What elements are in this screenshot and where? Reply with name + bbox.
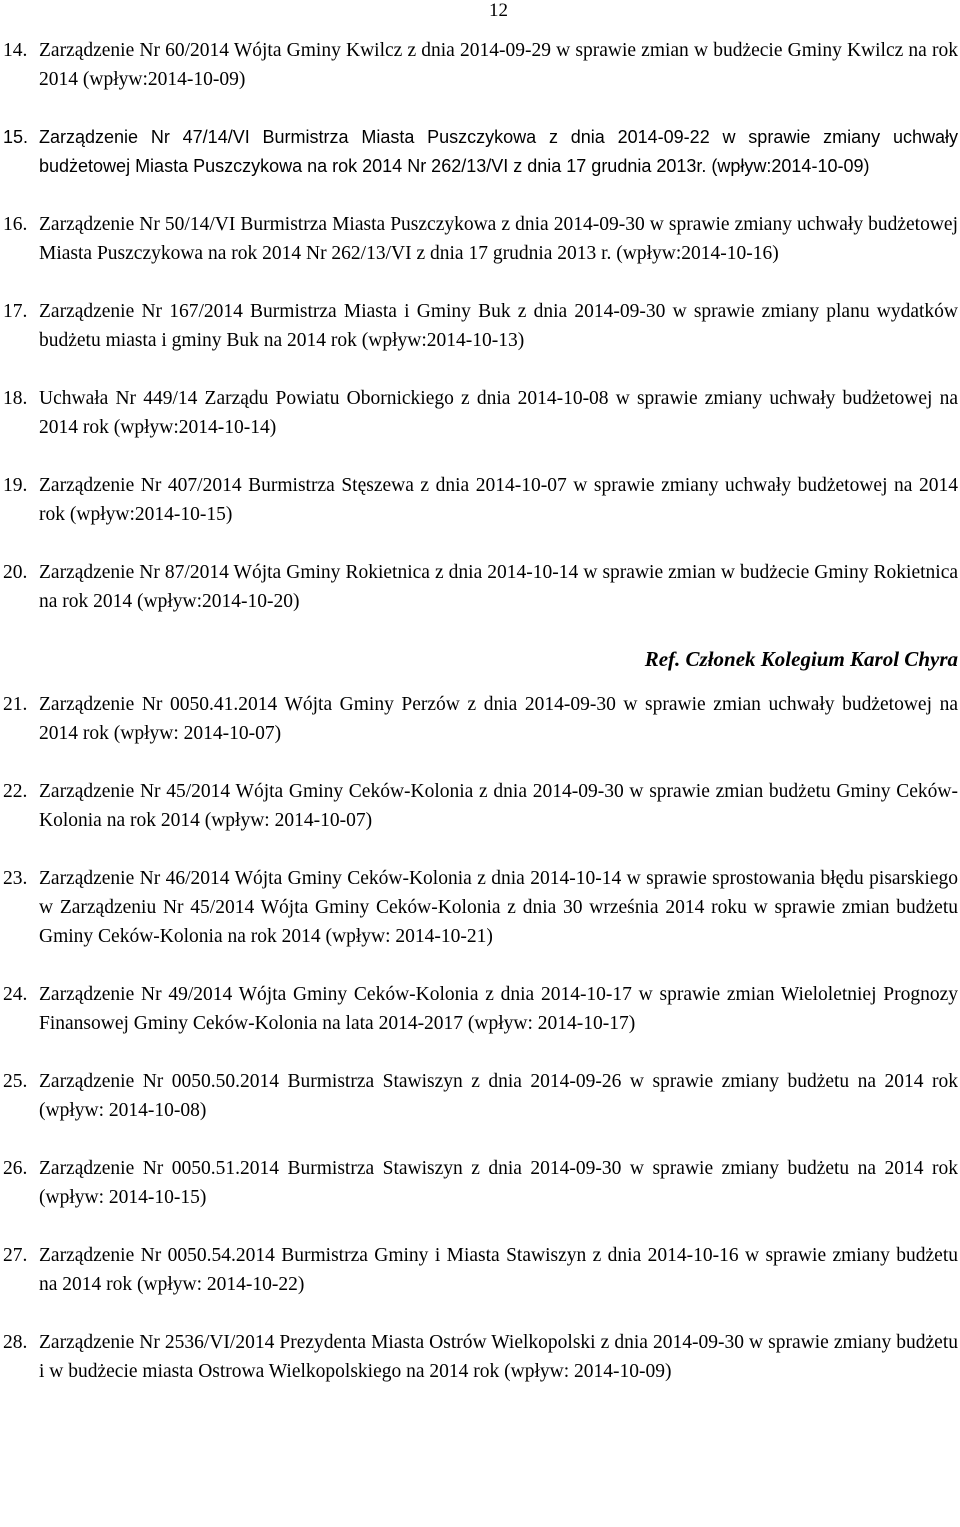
list-item: [3, 471, 958, 529]
item-number: 25.: [3, 1071, 28, 1092]
item-text: Zarządzenie Nr 407/2014 Burmistrza Stęszewa z dnia 2014-10-07 w sprawie zmiany uchwały budżetowej na 2014 rok (wpływ:2014-10-15): [39, 475, 958, 525]
item-number: 18.: [3, 388, 28, 409]
list-item: [3, 558, 958, 616]
list-item: [3, 777, 958, 835]
list-item: [3, 123, 958, 181]
item-text: Zarządzenie Nr 0050.41.2014 Wójta Gminy Perzów z dnia 2014-09-30 w sprawie zmian uchwały budżetowej na 2014 rok (wpływ: 2014-10-07): [39, 694, 958, 744]
item-text: Zarządzenie Nr 167/2014 Burmistrza Miasta i Gminy Buk z dnia 2014-09-30 w sprawie zmiany planu wydatków budżetu miasta i gminy Buk na 2014 rok (wpływ:2014-10-13): [39, 301, 958, 351]
list-item: [3, 210, 958, 268]
item-text: Zarządzenie Nr 0050.51.2014 Burmistrza Stawiszyn z dnia 2014-09-30 w sprawie zmiany budżetu na 2014 rok (wpływ: 2014-10-15): [39, 1158, 958, 1208]
list-item: [3, 1154, 958, 1212]
item-number: 28.: [3, 1332, 28, 1353]
list-item: [3, 1067, 958, 1125]
item-text: Zarządzenie Nr 87/2014 Wójta Gminy Rokietnica z dnia 2014-10-14 w sprawie zmian w budżecie Gminy Rokietnica na rok 2014 (wpływ:2014-10-20): [39, 562, 958, 612]
item-text: Zarządzenie Nr 47/14/VI Burmistrza Miasta Puszczykowa z dnia 2014-09-22 w sprawie zmiany uchwały budżetowej Miasta Puszczykowa na rok 2014 Nr 262/13/VI z dnia 17 grudnia 2013r. (wpływ:2014-10-09): [39, 127, 958, 176]
item-text: Zarządzenie Nr 45/2014 Wójta Gminy Ceków-Kolonia z dnia 2014-09-30 w sprawie zmian budżetu Gminy Ceków-Kolonia na rok 2014 (wpływ: 2014-10-07): [39, 781, 958, 831]
document-list: [3, 36, 958, 1386]
item-number: 17.: [3, 301, 28, 322]
referent-heading: Ref. Członek Kolegium Karol Chyra: [644, 647, 958, 671]
page-number: 12: [489, 0, 508, 21]
list-item: [3, 980, 958, 1038]
item-number: 24.: [3, 984, 28, 1005]
item-text: Zarządzenie Nr 0050.50.2014 Burmistrza Stawiszyn z dnia 2014-09-26 w sprawie zmiany budżetu na 2014 rok (wpływ: 2014-10-08): [39, 1071, 958, 1121]
item-text: Zarządzenie Nr 50/14/VI Burmistrza Miasta Puszczykowa z dnia 2014-09-30 w sprawie zmiany uchwały budżetowej Miasta Puszczykowa na rok 2014 Nr 262/13/VI z dnia 17 grudnia 2013 r. (wpływ:2014-10-16): [39, 214, 958, 264]
list-item: [3, 690, 958, 748]
item-text: Zarządzenie Nr 0050.54.2014 Burmistrza Gminy i Miasta Stawiszyn z dnia 2014-10-16 w sprawie zmiany budżetu na 2014 rok (wpływ: 2014-10-22): [39, 1245, 958, 1295]
item-number: 21.: [3, 694, 28, 715]
item-number: 14.: [3, 40, 28, 61]
list-item: [3, 1328, 958, 1386]
list-item: [3, 384, 958, 442]
item-number: 23.: [3, 868, 28, 889]
item-number: 20.: [3, 562, 28, 583]
item-number: 15.: [3, 127, 29, 147]
item-number: 26.: [3, 1158, 28, 1179]
item-text: Zarządzenie Nr 46/2014 Wójta Gminy Ceków-Kolonia z dnia 2014-10-14 w sprawie sprostowania błędu pisarskiego w Zarządzeniu Nr 45/2014 Wójta Gminy Ceków-Kolonia z dnia 30 września 2014 roku w sprawie zmian budżetu Gminy Ceków-Kolonia na rok 2014 (wpływ: 2014-10-21): [39, 868, 958, 947]
item-text: Zarządzenie Nr 2536/VI/2014 Prezydenta Miasta Ostrów Wielkopolski z dnia 2014-09-30 w sprawie zmiany budżetu i w budżecie miasta Ostrowa Wielkopolskiego na 2014 rok (wpływ: 2014-10-09): [39, 1332, 958, 1382]
item-number: 16.: [3, 214, 28, 235]
item-text: Zarządzenie Nr 49/2014 Wójta Gminy Ceków-Kolonia z dnia 2014-10-17 w sprawie zmian Wieloletniej Prognozy Finansowej Gminy Ceków-Kolonia na lata 2014-2017 (wpływ: 2014-10-17): [39, 984, 958, 1034]
list-item: [3, 1241, 958, 1299]
item-text: Zarządzenie Nr 60/2014 Wójta Gminy Kwilcz z dnia 2014-09-29 w sprawie zmian w budżecie Gminy Kwilcz na rok 2014 (wpływ:2014-10-09): [39, 40, 958, 90]
item-text: Uchwała Nr 449/14 Zarządu Powiatu Obornickiego z dnia 2014-10-08 w sprawie zmiany uchwały budżetowej na 2014 rok (wpływ:2014-10-14): [39, 388, 958, 438]
item-number: 27.: [3, 1245, 28, 1266]
list-item: [3, 36, 958, 94]
list-item: [3, 864, 958, 951]
item-number: 19.: [3, 475, 28, 496]
list-item: [3, 297, 958, 355]
item-number: 22.: [3, 781, 28, 802]
